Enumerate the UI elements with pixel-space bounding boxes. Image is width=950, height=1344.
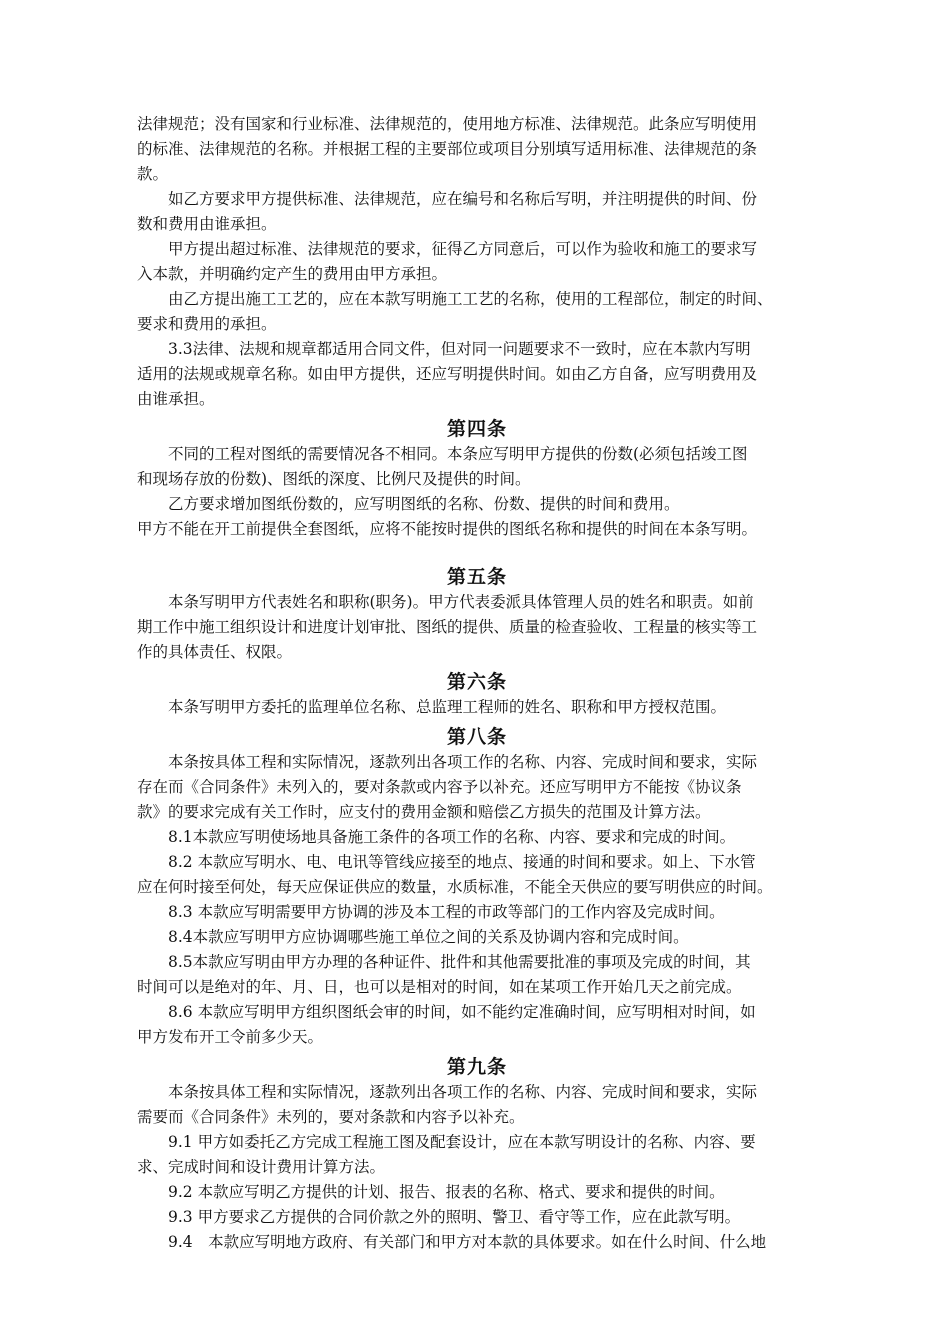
- paragraph-line: 适用的法规或规章名称。如由甲方提供，还应写明提供时间。如由乙方自备，应写明费用及: [137, 365, 758, 383]
- paragraph: [137, 442, 817, 492]
- paragraph-line: 8.1本款应写明使场地具备施工条件的各项工作的名称、内容、要求和完成的时间。: [137, 828, 736, 846]
- paragraph-line: 款》的要求完成有关工作时，应支付的费用金额和赔偿乙方损失的范围及计算方法。: [137, 803, 711, 821]
- paragraph-line: 款。: [137, 165, 169, 183]
- paragraph-line: 要求和费用的承担。: [137, 315, 277, 333]
- paragraph-line: 乙方要求增加图纸份数的，应写明图纸的名称、份数、提供的时间和费用。: [137, 495, 680, 513]
- paragraph-line: 入本款，并明确约定产生的费用由甲方承担。: [137, 265, 448, 283]
- paragraph-line: 8.6 本款应写明甲方组织图纸会审的时间，如不能约定准确时间，应写明相对时间，如: [137, 1003, 756, 1021]
- paragraph-line: 数和费用由谁承担。: [137, 215, 277, 233]
- paragraph: [137, 287, 817, 337]
- paragraph: [137, 237, 817, 287]
- paragraph-line: 本条写明甲方委托的监理单位名称、总监理工程师的姓名、职称和甲方授权范围。: [137, 698, 727, 716]
- paragraph: [137, 590, 817, 665]
- paragraph-line: 9.3 甲方要求乙方提供的合同价款之外的照明、警卫、看守等工作，应在此款写明。: [137, 1208, 741, 1226]
- paragraph-line: 本条按具体工程和实际情况，逐款列出各项工作的名称、内容、完成时间和要求，实际: [137, 1083, 758, 1101]
- heading-article-6: 第六条: [446, 671, 507, 693]
- paragraph: [137, 1130, 817, 1180]
- heading-article-9: 第九条: [446, 1056, 507, 1078]
- paragraph: [137, 337, 817, 412]
- paragraph-line: 8.3 本款应写明需要甲方协调的涉及本工程的市政等部门的工作内容及完成时间。: [137, 903, 725, 921]
- paragraph-line: 的标准、法律规范的名称。并根据工程的主要部位或项目分别填写适用标准、法律规范的条: [137, 140, 758, 158]
- paragraph-line: 8.4本款应写明甲方应协调哪些施工单位之间的关系及协调内容和完成时间。: [137, 928, 689, 946]
- heading-article-5: 第五条: [446, 566, 507, 588]
- paragraph: [137, 1080, 817, 1130]
- paragraph: [137, 187, 817, 237]
- section-article-9: [137, 1080, 817, 1255]
- paragraph-line: 甲方提出超过标准、法律规范的要求，征得乙方同意后，可以作为验收和施工的要求写: [137, 240, 758, 258]
- paragraph-line: 3.3法律、法规和规章都适用合同文件，但对同一问题要求不一致时，应在本款内写明: [137, 340, 751, 358]
- paragraph-line: 9.4 本款应写明地方政府、有关部门和甲方对本款的具体要求。如在什么时间、什么地: [137, 1233, 767, 1251]
- paragraph: [137, 517, 817, 542]
- paragraph-line: 不同的工程对图纸的需要情况各不相同。本条应写明甲方提供的份数(必须包括竣工图: [137, 445, 748, 463]
- paragraph-line: 期工作中施工组织设计和进度计划审批、图纸的提供、质量的检查验收、工程量的核实等工: [137, 618, 758, 636]
- paragraph-line: 本条写明甲方代表姓名和职称(职务)。甲方代表委派具体管理人员的姓名和职责。如前: [137, 593, 754, 611]
- paragraph: [137, 1205, 817, 1230]
- paragraph-line: 甲方发布开工令前多少天。: [137, 1028, 324, 1046]
- paragraph-line: 应在何时接至何处，每天应保证供应的数量，水质标准，不能全天供应的要写明供应的时间。: [137, 878, 773, 896]
- paragraph-line: 本条按具体工程和实际情况，逐款列出各项工作的名称、内容、完成时间和要求，实际: [137, 753, 758, 771]
- paragraph: [137, 112, 817, 187]
- heading-article-4: 第四条: [446, 418, 507, 440]
- paragraph-line: 和现场存放的份数)、图纸的深度、比例尺及提供的时间。: [137, 470, 531, 488]
- paragraph-line: 由谁承担。: [137, 390, 215, 408]
- paragraph-line: 9.2 本款应写明乙方提供的计划、报告、报表的名称、格式、要求和提供的时间。: [137, 1183, 725, 1201]
- paragraph-line: 存在而《合同条件》未列入的，要对条款或内容予以补充。还应写明甲方不能按《协议条: [137, 778, 742, 796]
- paragraph: [137, 925, 817, 950]
- paragraph: [137, 1000, 817, 1050]
- paragraph-line: 作的具体责任、权限。: [137, 643, 293, 661]
- paragraph: [137, 492, 817, 517]
- paragraph-line: 甲方不能在开工前提供全套图纸，应将不能按时提供的图纸名称和提供的时间在本条写明。: [137, 520, 758, 538]
- paragraph-line: 8.5本款应写明由甲方办理的各种证件、批件和其他需要批准的事项及完成的时间，其: [137, 953, 751, 971]
- paragraph: [137, 695, 817, 720]
- paragraph-line: 8.2 本款应写明水、电、电讯等管线应接至的地点、接通的时间和要求。如上、下水管: [137, 853, 756, 871]
- paragraph-line: 由乙方提出施工工艺的，应在本款写明施工工艺的名称，使用的工程部位，制定的时间、: [137, 290, 773, 308]
- paragraph-line: 如乙方要求甲方提供标准、法律规范，应在编号和名称后写明，并注明提供的时间、份: [137, 190, 758, 208]
- paragraph-line: 法律规范；没有国家和行业标准、法律规范的，使用地方标准、法律规范。此条应写明使用: [137, 115, 758, 133]
- paragraph: [137, 850, 817, 900]
- paragraph: [137, 750, 817, 825]
- paragraph: [137, 1180, 817, 1205]
- paragraph-line: 需要而《合同条件》未列的，要对条款和内容予以补充。: [137, 1108, 525, 1126]
- paragraph-line: 9.1 甲方如委托乙方完成工程施工图及配套设计，应在本款写明设计的名称、内容、要: [137, 1133, 756, 1151]
- paragraph-line: 求、完成时间和设计费用计算方法。: [137, 1158, 386, 1176]
- section-article-4: [137, 442, 817, 542]
- paragraph: [137, 1230, 817, 1255]
- paragraph: [137, 825, 817, 850]
- section-article-5: [137, 590, 817, 665]
- section-continued: [137, 112, 817, 412]
- heading-article-8: 第八条: [446, 726, 507, 748]
- paragraph: [137, 900, 817, 925]
- paragraph-line: 时间可以是绝对的年、月、日，也可以是相对的时间，如在某项工作开始几天之前完成。: [137, 978, 742, 996]
- document-body: [137, 112, 817, 1255]
- paragraph: [137, 950, 817, 1000]
- section-article-8: [137, 750, 817, 1050]
- section-article-6: [137, 695, 817, 720]
